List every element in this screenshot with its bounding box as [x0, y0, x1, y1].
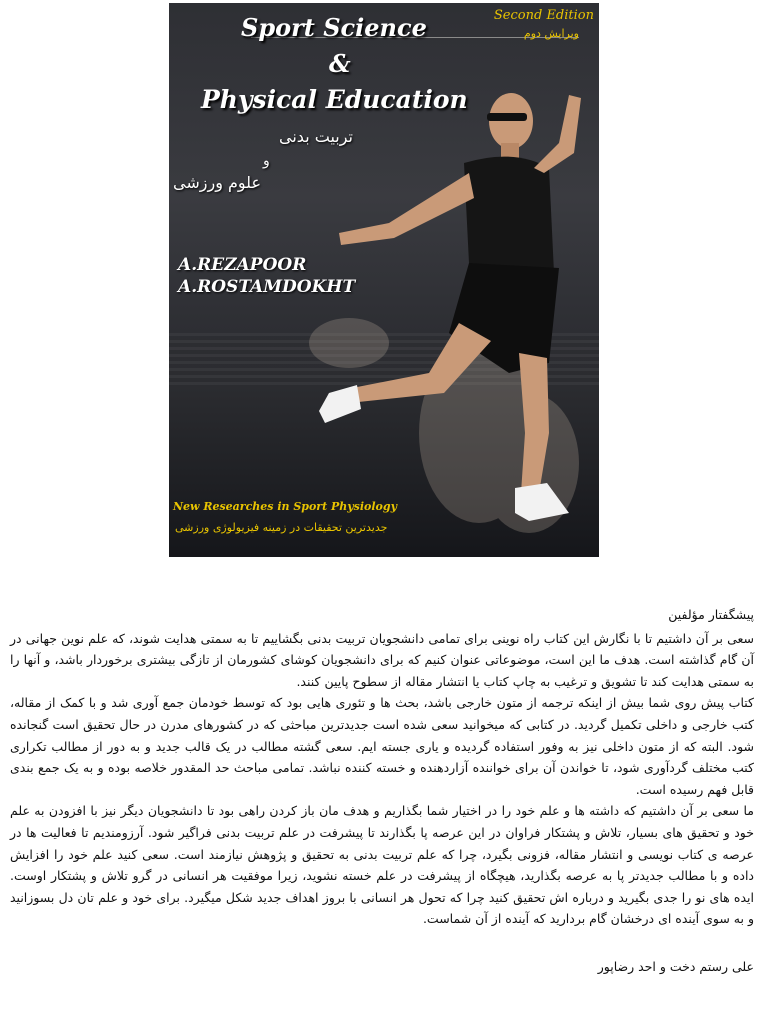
author-1: A.REZAPOOR	[178, 255, 307, 275]
preface-heading: پیشگفتار مؤلفین	[668, 607, 754, 622]
cover-title-fa-line1: تربیت بدنی	[279, 127, 353, 146]
preface-paragraph-3: ما سعی بر آن داشتیم که داشته ها و علم خود را در اختیار شما بگذاریم و هدف مان باز کردن راهی بود تا دانشجویان دیگر نیز با افزودن به علم خود و تحقیق های بسیار، تلاش و پشتکار فراوان در این عرصه پا بگذارند تا پیشرفت در علم تربیت بدنی فراگیر شود. آرزومندیم تا فعالیت ها در عرصه ی کتاب نویسی و انتشار مقاله، فزونی بگیرد، چرا که علم تربیت بدنی به تحقیق و پژوهش نیازمند است. سعی کنید علم خود را افزایش داده و با مطالب جدیدتر پا به عرصه بگذارید، هیچگاه از پیشرفت در علم خسته نشوید، زیرا موفقیت هر انسانی در گرو تلاش و پشتکار اوست. ایده های نو را جدی بگیرید و درباره اش تحقیق کنید چرا که تحول هر انسانی با بروز اهداف جدید شکل میگیرد. برای خود و علم تان دل بسوزانید و به سوی آینده ای درخشان گام بردارید که آینده از آن شماست.	[10, 803, 754, 927]
book-cover	[169, 3, 599, 557]
cover-title-fa-line3: علوم ورزشی	[173, 173, 262, 192]
preface-paragraph-1: سعی بر آن داشتیم تا با نگارش این کتاب راه نوینی برای تمامی دانشجویان تربیت بدنی بگشاییم تا به سمتی هدایت شوند، که علم نوین جهانی در آن گام گذاشته است. هدف ما این است، موضوعاتی عنوان کنیم که برای دانشجویان کوشای کشورمان از تازگی بیشتری برخوردار باشد، و آنها را به سمتی هدایت کند تا تشویق و ترغیب به چاپ کتاب یا انتشار مقاله از سطوح پایین کنند.	[10, 630, 754, 689]
edition-label: Second Edition	[493, 8, 594, 23]
edition-label-fa: ویرایش دوم	[523, 27, 579, 40]
cover-title-ampersand: &	[329, 49, 351, 78]
cover-subtitle-fa: جدیدترین تحقیقات در زمینه فیزیولوژی ورزشی	[175, 521, 388, 534]
cover-title-fa-line2: و	[263, 153, 270, 169]
preface-signature: علی رستم دخت و احد رضاپور	[597, 958, 754, 974]
author-2: A.ROSTAMDOKHT	[178, 277, 356, 297]
preface	[10, 604, 754, 978]
cover-title-line3: Physical Education	[201, 85, 468, 114]
cover-title-line1: Sport Science	[241, 13, 427, 42]
cover-subtitle: New Researches in Sport Physiology	[173, 500, 397, 513]
preface-paragraph-2: کتاب پیش روی شما بیش از اینکه ترجمه از متون خارجی باشد، بحث ها و تئوری هایی بود که توسط خودمان جمع آوری شد و با کمک از مقاله، کتب خارجی و داخلی تکمیل گردید. در کتابی که میخوانید سعی شده است جدیدترین مباحثی که در کشورهای مدرن در حال تحقیق است گنجانده شود. البته که از متون داخلی نیز به وفور استفاده گردیده و یاری جسته ایم. سعی گشته مطالب در یک قالب جدید و به دور از مطالب تکراری کتب مختلف گردآوری شود، تا خواندن آن برای خواننده آزاردهنده و خسته کننده نباشد. تمامی مباحث حد المقدور خلاصه بوده و به یک جمع بندی قابل فهم رسیده است.	[10, 695, 754, 797]
